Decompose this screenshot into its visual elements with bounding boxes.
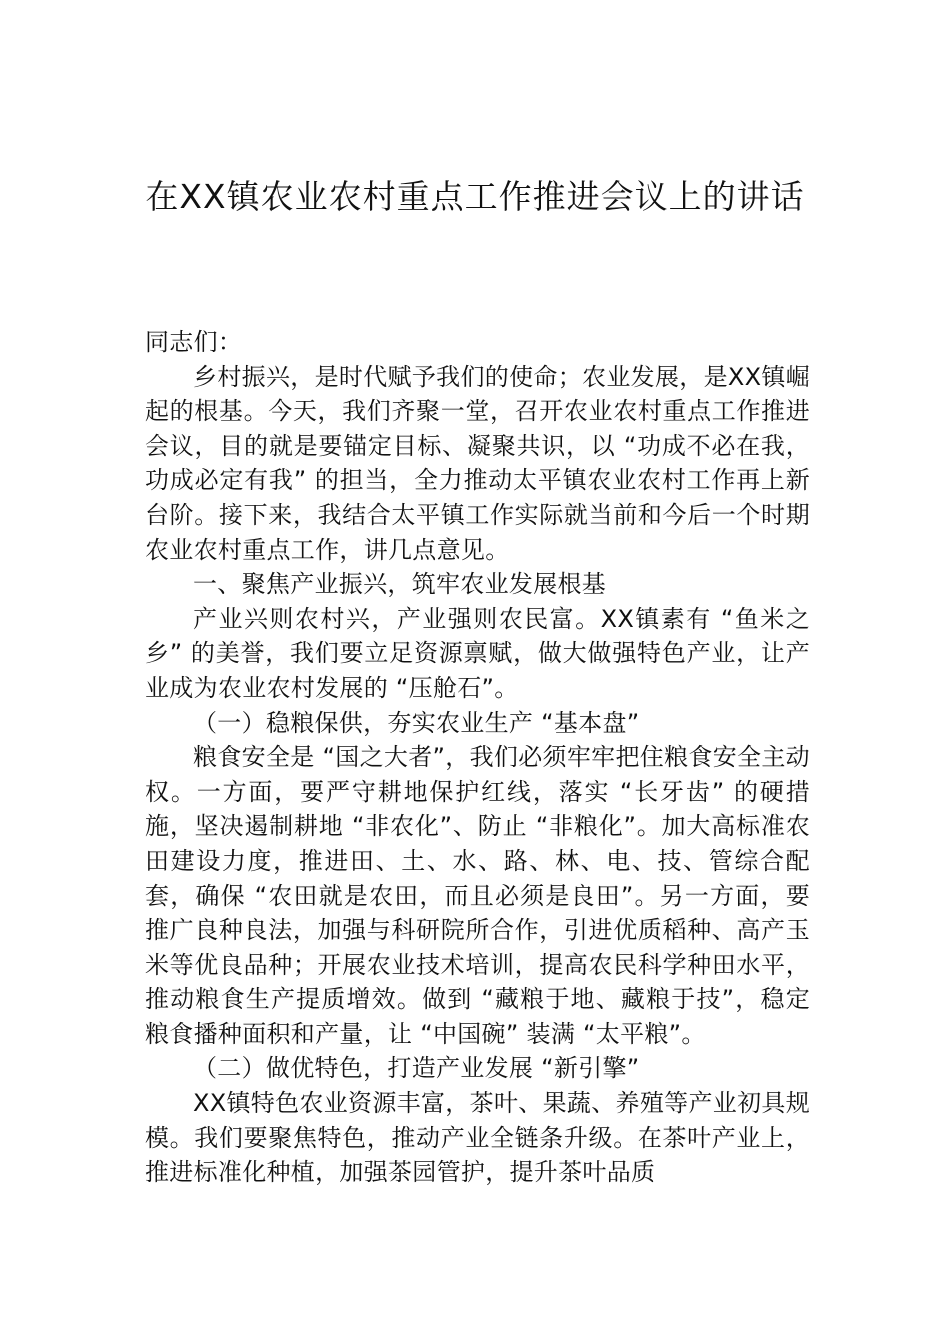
document-body bbox=[145, 325, 810, 1190]
subsection-heading-1: （一）稳粮保供，夯实农业生产 “基本盘” bbox=[193, 708, 640, 737]
paragraph-intro: 乡村振兴，是时代赋予我们的使命；农业发展，是XX镇崛起的根基。今天，我们齐聚一堂，召开农业农村重点工作推进会议，目的就是要锚定目标、凝聚共识，以 “功成不必在我，功成必定有我” 的担当，全力推动太平镇农业农村工作再上新台阶。接下来，我结合太平镇工作实际就当前和今后一个时期农业农村重点工作，讲几点意见。 bbox=[145, 362, 810, 564]
paragraph-industry: 产业兴则农村兴，产业强则农民富。XX镇素有 “鱼米之乡” 的美誉，我们要立足资源禀赋，做大做强特色产业，让产业成为农业农村发展的 “压舱石”。 bbox=[145, 604, 810, 702]
subsection-heading-2: （二）做优特色，打造产业发展 “新引擎” bbox=[193, 1054, 640, 1083]
paragraph-grain-security: 粮食安全是 “国之大者”，我们必须牢牢把住粮食安全主动权。一方面，要严守耕地保护红线，落实 “长牙齿” 的硬措施，坚决遏制耕地 “非农化”、防止 “非粮化”。加大高标准农田建设力度，推进田、土、水、路、林、电、技、管综合配套，确保 “农田就是农田，而且必须是良田”。另一方面，要推广良种良法，加强与科研院所合作，引进优质稻种、高产玉米等优良品种；开展农业技术培训，提高农民科学种田水平，推动粮食生产提质增效。做到 “藏粮于地、藏粮于技”，稳定粮食播种面积和产量，让 “中国碗” 装满 “太平粮”。 bbox=[145, 743, 810, 1048]
salutation: 同志们： bbox=[145, 328, 243, 356]
paragraph-specialty: XX镇特色农业资源丰富，茶叶、果蔬、养殖等产业初具规模。我们要聚焦特色，推动产业全链条升级。在茶叶产业上，推进标准化种植，加强茶园管护，提升茶叶品质 bbox=[145, 1089, 810, 1187]
document-title: 在XX镇农业农村重点工作推进会议上的讲话 bbox=[145, 177, 805, 216]
section-heading-1: 一、聚焦产业振兴，筑牢农业发展根基 bbox=[193, 570, 607, 599]
